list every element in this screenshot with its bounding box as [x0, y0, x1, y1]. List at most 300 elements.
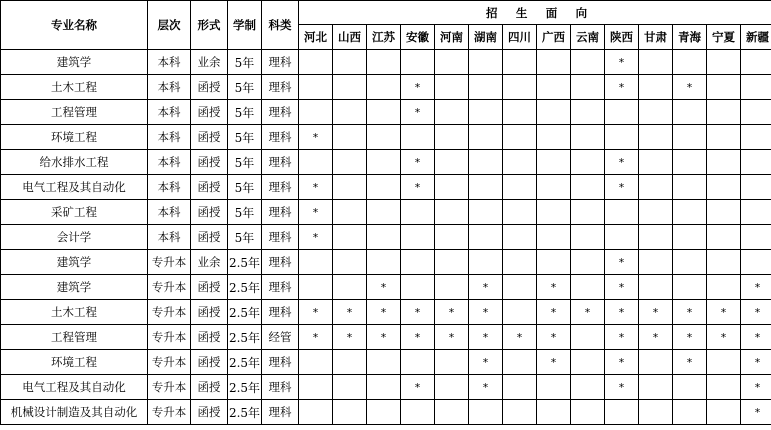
enrollment-cell [537, 200, 571, 225]
enrollment-cell [537, 150, 571, 175]
enrollment-cell [299, 275, 333, 300]
enrollment-cell [367, 50, 401, 75]
category-cell: 经管 [262, 325, 299, 350]
enrollment-cell [401, 100, 435, 125]
enrollment-cell [673, 150, 707, 175]
enrollment-cell [605, 400, 639, 425]
enrollment-cell [333, 350, 367, 375]
level-cell: 专升本 [148, 400, 191, 425]
enrollment-cell [639, 325, 673, 350]
enrollment-cell [401, 350, 435, 375]
enrollment-cell [571, 225, 605, 250]
enrollment-cell [503, 75, 537, 100]
enrollment-mark: * [482, 281, 489, 294]
enrollment-cell [469, 325, 503, 350]
enrollment-cell [333, 100, 367, 125]
enrollment-cell [571, 175, 605, 200]
enrollment-cell [367, 400, 401, 425]
enrollment-mark: * [414, 381, 421, 394]
enrollment-cell [469, 100, 503, 125]
enrollment-cell [401, 300, 435, 325]
enrollment-cell [469, 300, 503, 325]
enrollment-cell [707, 300, 741, 325]
province-header: 宁夏 [707, 25, 741, 50]
enrollment-mark: * [312, 131, 319, 144]
enrollment-cell [401, 75, 435, 100]
enrollment-cell [299, 225, 333, 250]
enrollment-cell [741, 125, 771, 150]
enrollment-mark: * [686, 81, 693, 94]
enrollment-mark: * [686, 356, 693, 369]
header-level: 层次 [148, 1, 191, 50]
enrollment-cell [673, 125, 707, 150]
form-cell: 函授 [191, 300, 228, 325]
major-cell: 给水排水工程 [1, 150, 148, 175]
enrollment-cell [537, 400, 571, 425]
enrollment-cell [401, 125, 435, 150]
enrollment-cell [435, 400, 469, 425]
enrollment-cell [503, 300, 537, 325]
enrollment-cell [741, 50, 771, 75]
enrollment-mark: * [550, 356, 557, 369]
enrollment-cell [333, 200, 367, 225]
form-cell: 函授 [191, 400, 228, 425]
enrollment-mark: * [618, 331, 625, 344]
duration-cell: 5年 [228, 125, 262, 150]
category-cell: 理科 [262, 100, 299, 125]
enrollment-cell [605, 150, 639, 175]
enrollment-cell [401, 400, 435, 425]
enrollment-cell [401, 325, 435, 350]
category-cell: 理科 [262, 275, 299, 300]
enrollment-cell [707, 100, 741, 125]
enrollment-mark: * [550, 306, 557, 319]
enrollment-cell [605, 50, 639, 75]
enrollment-cell [469, 400, 503, 425]
enrollment-cell [571, 75, 605, 100]
enrollment-cell [503, 250, 537, 275]
enrollment-cell [741, 100, 771, 125]
enrollment-mark: * [618, 56, 625, 69]
header-major: 专业名称 [1, 1, 148, 50]
enrollment-cell [605, 250, 639, 275]
enrollment-cell [299, 75, 333, 100]
enrollment-cell [707, 200, 741, 225]
enrollment-mark: * [652, 331, 659, 344]
duration-cell: 5年 [228, 100, 262, 125]
enrollment-cell [605, 325, 639, 350]
enrollment-mark: * [618, 81, 625, 94]
enrollment-mark: * [312, 206, 319, 219]
enrollment-mark: * [380, 281, 387, 294]
enrollment-cell [469, 125, 503, 150]
major-cell: 建筑学 [1, 275, 148, 300]
enrollment-cell [503, 125, 537, 150]
enrollment-mark: * [618, 181, 625, 194]
enrollment-cell [503, 200, 537, 225]
level-cell: 专升本 [148, 325, 191, 350]
major-cell: 工程管理 [1, 325, 148, 350]
enrollment-cell [435, 325, 469, 350]
table-row [1, 375, 771, 400]
province-header: 甘肃 [639, 25, 673, 50]
enrollment-cell [367, 300, 401, 325]
enrollment-cell [741, 400, 771, 425]
enrollment-mark: * [618, 281, 625, 294]
enrollment-mark: * [550, 331, 557, 344]
enrollment-cell [367, 225, 401, 250]
enrollment-cell [469, 350, 503, 375]
enrollment-cell [401, 200, 435, 225]
category-cell: 理科 [262, 150, 299, 175]
enrollment-cell [469, 75, 503, 100]
enrollment-cell [469, 150, 503, 175]
enrollment-cell [707, 50, 741, 75]
major-cell: 环境工程 [1, 350, 148, 375]
enrollment-cell [435, 375, 469, 400]
enrollment-mark: * [754, 306, 761, 319]
enrollment-cell [741, 75, 771, 100]
enrollment-mark: * [414, 156, 421, 169]
enrollment-cell [503, 150, 537, 175]
category-cell: 理科 [262, 375, 299, 400]
form-cell: 业余 [191, 250, 228, 275]
enrollment-mark: * [720, 331, 727, 344]
enrollment-cell [367, 375, 401, 400]
enrollment-cell [571, 125, 605, 150]
enrollment-cell [707, 175, 741, 200]
enrollment-mark: * [618, 356, 625, 369]
enrollment-cell [741, 325, 771, 350]
duration-cell: 2.5年 [228, 300, 262, 325]
enrollment-cell [605, 275, 639, 300]
form-cell: 函授 [191, 375, 228, 400]
duration-cell: 2.5年 [228, 375, 262, 400]
category-cell: 理科 [262, 400, 299, 425]
enrollment-cell [741, 350, 771, 375]
enrollment-mark: * [618, 156, 625, 169]
level-cell: 本科 [148, 175, 191, 200]
enrollment-mark: * [482, 306, 489, 319]
enrollment-cell [707, 225, 741, 250]
enrollment-cell [435, 250, 469, 275]
table-row [1, 300, 771, 325]
duration-cell: 2.5年 [228, 400, 262, 425]
enrollment-cell [707, 400, 741, 425]
enrollment-cell [707, 150, 741, 175]
enrollment-cell [605, 350, 639, 375]
enrollment-cell [571, 275, 605, 300]
province-header: 湖南 [469, 25, 503, 50]
enrollment-cell [469, 250, 503, 275]
enrollment-cell [469, 200, 503, 225]
enrollment-cell [673, 100, 707, 125]
enrollment-cell [605, 75, 639, 100]
enrollment-mark: * [414, 331, 421, 344]
enrollment-mark: * [686, 306, 693, 319]
enrollment-cell [605, 200, 639, 225]
enrollment-cell [537, 75, 571, 100]
table-row [1, 200, 771, 225]
enrollment-cell [333, 175, 367, 200]
enrollment-cell [639, 100, 673, 125]
enrollment-cell [537, 350, 571, 375]
enrollment-cell [469, 50, 503, 75]
enrollment-cell [673, 200, 707, 225]
level-cell: 专升本 [148, 300, 191, 325]
enrollment-mark: * [754, 281, 761, 294]
province-header: 广西 [537, 25, 571, 50]
enrollment-mark: * [584, 306, 591, 319]
enrollment-mark: * [414, 106, 421, 119]
enrollment-cell [537, 325, 571, 350]
enrollment-cell [333, 225, 367, 250]
enrollment-cell [571, 325, 605, 350]
table-row [1, 350, 771, 375]
enrollment-cell [571, 350, 605, 375]
category-cell: 理科 [262, 175, 299, 200]
enrollment-cell [571, 100, 605, 125]
enrollment-cell [503, 350, 537, 375]
enrollment-cell [741, 250, 771, 275]
enrollment-cell [435, 225, 469, 250]
major-cell: 电气工程及其自动化 [1, 375, 148, 400]
enrollment-cell [503, 225, 537, 250]
duration-cell: 2.5年 [228, 350, 262, 375]
enrollment-cell [299, 175, 333, 200]
enrollment-cell [367, 325, 401, 350]
category-cell: 理科 [262, 225, 299, 250]
major-cell: 环境工程 [1, 125, 148, 150]
table-row [1, 125, 771, 150]
enrollment-cell [435, 100, 469, 125]
level-cell: 本科 [148, 75, 191, 100]
enrollment-mark: * [754, 381, 761, 394]
province-header: 河南 [435, 25, 469, 50]
enrollment-cell [469, 275, 503, 300]
enrollment-mark: * [516, 331, 523, 344]
enrollment-cell [639, 150, 673, 175]
enrollment-cell [707, 350, 741, 375]
enrollment-cell [367, 175, 401, 200]
category-cell: 理科 [262, 50, 299, 75]
table-row [1, 50, 771, 75]
enrollment-cell [435, 50, 469, 75]
category-cell: 理科 [262, 75, 299, 100]
province-header: 河北 [299, 25, 333, 50]
enrollment-cell [741, 300, 771, 325]
header-duration: 学制 [228, 1, 262, 50]
enrollment-cell [707, 325, 741, 350]
enrollment-cell [367, 125, 401, 150]
table-row [1, 100, 771, 125]
province-header: 陕西 [605, 25, 639, 50]
enrollment-cell [673, 175, 707, 200]
enrollment-cell [299, 250, 333, 275]
province-header: 云南 [571, 25, 605, 50]
enrollment-cell [605, 375, 639, 400]
enrollment-cell [741, 275, 771, 300]
enrollment-mark: * [346, 331, 353, 344]
enrollment-cell [401, 275, 435, 300]
enrollment-mark: * [346, 306, 353, 319]
enrollment-cell [639, 375, 673, 400]
enrollment-cell [469, 175, 503, 200]
enrollment-cell [367, 350, 401, 375]
enrollment-cell [673, 400, 707, 425]
enrollment-cell [367, 75, 401, 100]
enrollment-cell [639, 125, 673, 150]
enrollment-cell [537, 125, 571, 150]
enrollment-cell [639, 400, 673, 425]
major-cell: 建筑学 [1, 250, 148, 275]
enrollment-cell [333, 250, 367, 275]
enrollment-cell [435, 175, 469, 200]
enrollment-mark: * [482, 356, 489, 369]
enrollment-cell [435, 150, 469, 175]
form-cell: 函授 [191, 175, 228, 200]
table-row [1, 250, 771, 275]
enrollment-cell [299, 150, 333, 175]
enrollment-cell [537, 250, 571, 275]
major-cell: 土木工程 [1, 300, 148, 325]
enrollment-cell [639, 50, 673, 75]
enrollment-cell [333, 125, 367, 150]
enrollment-cell [741, 200, 771, 225]
form-cell: 函授 [191, 275, 228, 300]
enrollment-cell [503, 100, 537, 125]
enrollment-cell [299, 375, 333, 400]
province-header: 安徽 [401, 25, 435, 50]
enrollment-cell [333, 375, 367, 400]
enrollment-cell [741, 150, 771, 175]
major-cell: 工程管理 [1, 100, 148, 125]
table-row [1, 150, 771, 175]
level-cell: 专升本 [148, 375, 191, 400]
enrollment-cell [537, 50, 571, 75]
enrollment-cell [673, 300, 707, 325]
enrollment-cell [435, 350, 469, 375]
table-row [1, 400, 771, 425]
table-row [1, 325, 771, 350]
duration-cell: 5年 [228, 150, 262, 175]
form-cell: 函授 [191, 325, 228, 350]
enrollment-cell [435, 75, 469, 100]
enrollment-mark: * [312, 306, 319, 319]
level-cell: 本科 [148, 200, 191, 225]
enrollment-cell [333, 325, 367, 350]
enrollment-cell [401, 225, 435, 250]
enrollment-cell [401, 250, 435, 275]
form-cell: 函授 [191, 75, 228, 100]
enrollment-cell [673, 50, 707, 75]
enrollment-cell [707, 250, 741, 275]
province-header: 江苏 [367, 25, 401, 50]
category-cell: 理科 [262, 125, 299, 150]
enrollment-cell [639, 200, 673, 225]
table-row [1, 75, 771, 100]
enrollment-cell [571, 300, 605, 325]
form-cell: 业余 [191, 50, 228, 75]
enrollment-cell [571, 200, 605, 225]
duration-cell: 2.5年 [228, 325, 262, 350]
enrollment-cell [673, 275, 707, 300]
enrollment-mark: * [312, 181, 319, 194]
enrollment-mark: * [754, 356, 761, 369]
table-row [1, 275, 771, 300]
level-cell: 专升本 [148, 250, 191, 275]
enrollment-cell [367, 200, 401, 225]
enrollment-cell [367, 275, 401, 300]
enrollment-cell [299, 125, 333, 150]
enrollment-cell [503, 325, 537, 350]
enrollment-mark: * [414, 81, 421, 94]
major-cell: 采矿工程 [1, 200, 148, 225]
enrollment-mark: * [448, 331, 455, 344]
enrollment-cell [673, 75, 707, 100]
level-cell: 专升本 [148, 275, 191, 300]
enrollment-cell [707, 75, 741, 100]
enrollment-mark: * [380, 331, 387, 344]
duration-cell: 5年 [228, 200, 262, 225]
enrollment-cell [401, 50, 435, 75]
enrollment-cell [435, 275, 469, 300]
level-cell: 本科 [148, 225, 191, 250]
enrollment-mark: * [312, 331, 319, 344]
level-cell: 本科 [148, 100, 191, 125]
enrollment-mark: * [618, 381, 625, 394]
category-cell: 理科 [262, 200, 299, 225]
enrollment-cell [707, 275, 741, 300]
enrollment-cell [639, 275, 673, 300]
enrollment-cell [401, 150, 435, 175]
enrollment-cell [435, 125, 469, 150]
enrollment-cell [639, 350, 673, 375]
duration-cell: 2.5年 [228, 275, 262, 300]
enrollment-cell [333, 75, 367, 100]
province-header: 新疆 [741, 25, 771, 50]
table-body [1, 50, 771, 425]
category-cell: 理科 [262, 300, 299, 325]
enrollment-mark: * [720, 306, 727, 319]
header-row [1, 1, 771, 25]
duration-cell: 5年 [228, 225, 262, 250]
enrollment-cell [299, 325, 333, 350]
enrollment-cell [639, 175, 673, 200]
enrollment-cell [299, 100, 333, 125]
province-header: 山西 [333, 25, 367, 50]
enrollment-cell [571, 375, 605, 400]
enrollment-cell [333, 50, 367, 75]
enrollment-cell [571, 250, 605, 275]
header-form: 形式 [191, 1, 228, 50]
enrollment-mark: * [686, 331, 693, 344]
level-cell: 本科 [148, 50, 191, 75]
major-cell: 电气工程及其自动化 [1, 175, 148, 200]
enrollment-cell [401, 375, 435, 400]
enrollment-mark: * [414, 306, 421, 319]
enrollment-mark: * [550, 281, 557, 294]
form-cell: 函授 [191, 125, 228, 150]
enrollment-mark: * [618, 306, 625, 319]
enrollment-mark: * [754, 331, 761, 344]
category-cell: 理科 [262, 350, 299, 375]
level-cell: 专升本 [148, 350, 191, 375]
enrollment-cell [503, 175, 537, 200]
enrollment-cell [537, 175, 571, 200]
enrollment-cell [605, 100, 639, 125]
enrollment-cell [299, 50, 333, 75]
